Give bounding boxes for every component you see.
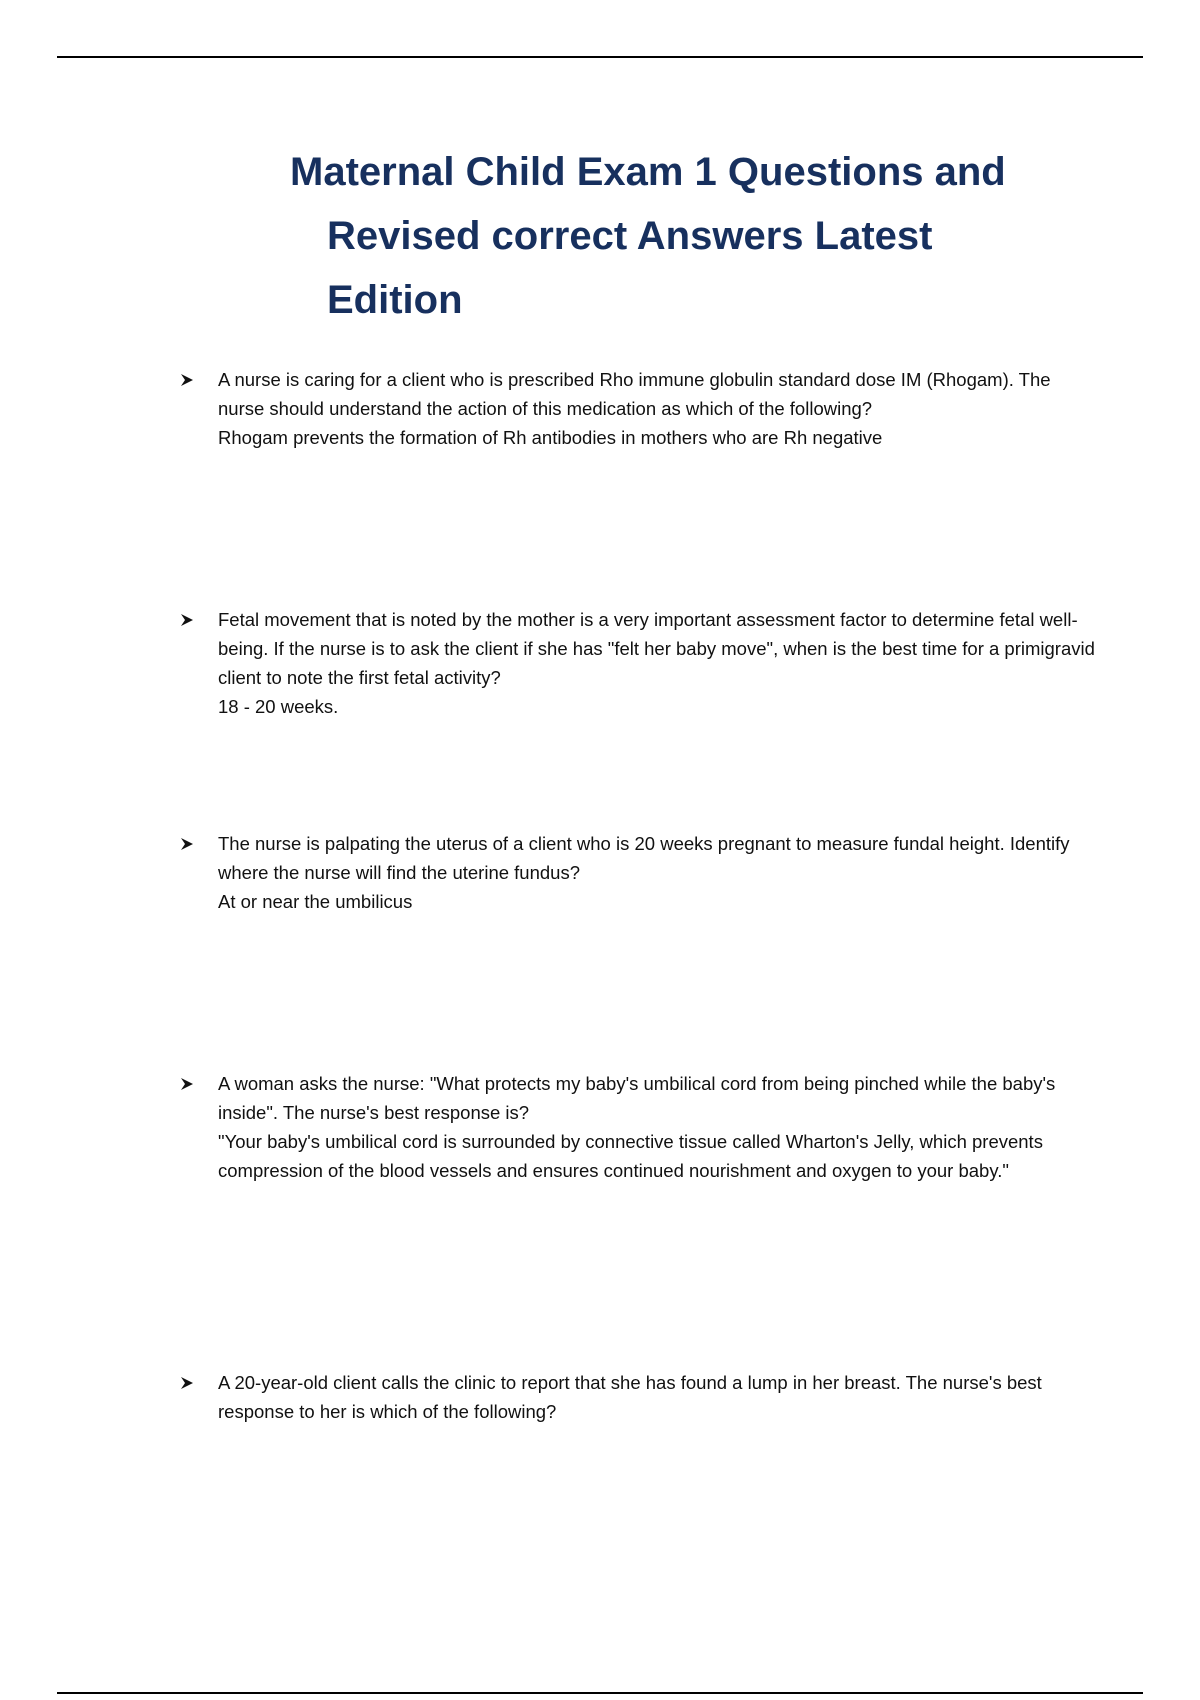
arrow-bullet-icon	[180, 605, 198, 634]
answer-text: Rhogam prevents the formation of Rh antibodies in mothers who are Rh negative	[218, 427, 883, 448]
question-text: A 20-year-old client calls the clinic to report that she has found a lump in her breast. The nurse's best response to her is which of the following?	[218, 1372, 1042, 1422]
answer-text: At or near the umbilicus	[218, 891, 413, 912]
arrow-bullet-icon	[180, 365, 198, 394]
question-text: Fetal movement that is noted by the mother is a very important assessment factor to determine fetal well- being. If the nurse is to ask the client if she has "felt her baby move", when is the best time for a primigravid client to note the first fetal activity?	[218, 609, 1095, 688]
question-text: The nurse is palpating the uterus of a client who is 20 weeks pregnant to measure fundal height. Identify where the nurse will find the uterine fundus?	[218, 833, 1070, 883]
qa-item	[180, 365, 1100, 452]
arrow-bullet-icon	[180, 829, 198, 858]
title-line: Maternal Child Exam 1 Questions and	[290, 150, 1006, 194]
qa-item	[180, 1368, 1100, 1426]
answer-text: 18 - 20 weeks.	[218, 696, 339, 717]
qa-item	[180, 605, 1100, 721]
answer-text: "Your baby's umbilical cord is surrounded by connective tissue called Wharton's Jelly, which prevents compression of the blood vessels and ensures continued nourishment and oxygen to your baby."	[218, 1131, 1043, 1181]
arrow-bullet-icon	[180, 1368, 198, 1397]
page-title	[290, 140, 1090, 332]
question-text: A nurse is caring for a client who is prescribed Rho immune globulin standard dose IM (Rhogam). The nurse should understand the action of this medication as which of the following?	[218, 369, 1051, 419]
bottom-rule	[57, 1692, 1143, 1694]
title-line: Revised correct Answers Latest	[327, 214, 933, 258]
arrow-bullet-icon	[180, 1069, 198, 1098]
question-text: A woman asks the nurse: "What protects my baby's umbilical cord from being pinched while the baby's inside". The nurse's best response is?	[218, 1073, 1056, 1123]
qa-item	[180, 829, 1100, 916]
qa-item	[180, 1069, 1100, 1185]
top-rule	[57, 56, 1143, 58]
title-line: Edition	[327, 278, 463, 322]
